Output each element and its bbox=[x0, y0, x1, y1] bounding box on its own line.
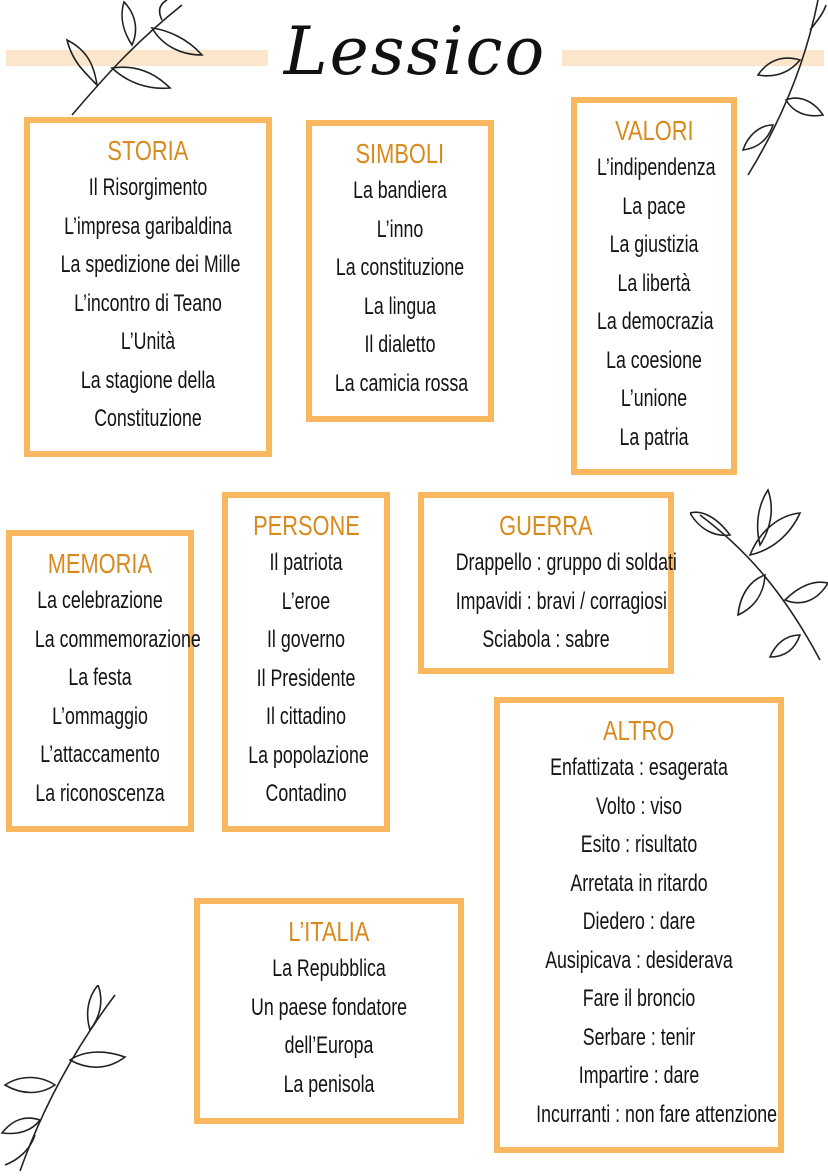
leaf-sprig-icon bbox=[62, 0, 212, 118]
box-valori bbox=[571, 97, 737, 475]
persone-item: Il Presidente bbox=[256, 664, 356, 692]
valori-item: La giustizia bbox=[609, 231, 699, 258]
box-storia-title: STORIA bbox=[107, 135, 189, 166]
altro-item: Incurranti : non fare attenzione bbox=[536, 1100, 778, 1128]
page-title: Lessico bbox=[283, 13, 547, 90]
storia-item: L’incontro di Teano bbox=[74, 289, 222, 317]
leaf-branch-icon bbox=[738, 0, 828, 180]
altro-item: Esito : risultato bbox=[580, 831, 698, 858]
box-storia bbox=[24, 117, 272, 457]
simboli-item: La camicia rossa bbox=[334, 369, 469, 397]
simboli-item: L’inno bbox=[376, 215, 424, 243]
italia-item: dell’Europa bbox=[284, 1032, 374, 1059]
box-guerra bbox=[418, 492, 677, 674]
box-altro bbox=[494, 697, 784, 1153]
altro-item: Ausipicava : desiderava bbox=[545, 946, 733, 974]
altro-item: Enfattizata : esagerata bbox=[550, 754, 728, 781]
storia-item: La spedizione dei Mille bbox=[60, 251, 241, 278]
storia-item: Constituzione bbox=[94, 405, 202, 432]
altro-item: Impartire : dare bbox=[578, 1062, 700, 1089]
altro-item: Diedero : dare bbox=[582, 908, 696, 935]
memoria-item: L’attaccamento bbox=[40, 741, 160, 768]
box-italia-title: L’ITALIA bbox=[288, 916, 370, 947]
storia-item: L’impresa garibaldina bbox=[64, 212, 232, 240]
altro-item: Arretata in ritardo bbox=[570, 869, 708, 897]
guerra-item: Drappello : gruppo di soldati bbox=[455, 549, 677, 576]
guerra-item: Impavidi : bravi / corragiosi bbox=[455, 587, 667, 615]
valori-item: La coesione bbox=[606, 346, 702, 374]
box-memoria bbox=[6, 530, 201, 832]
box-simboli-title: SIMBOLI bbox=[355, 138, 445, 169]
box-italia bbox=[194, 898, 464, 1124]
leaf-stem-icon bbox=[0, 985, 130, 1171]
valori-item: L’unione bbox=[620, 385, 688, 412]
memoria-item: La celebrazione bbox=[37, 587, 163, 614]
altro-item: Serbare : tenir bbox=[582, 1023, 696, 1051]
italia-item: La Repubblica bbox=[272, 955, 386, 982]
memoria-item: La festa bbox=[68, 664, 132, 691]
simboli-item: Il dialetto bbox=[364, 331, 436, 358]
box-guerra-title: GUERRA bbox=[499, 510, 593, 541]
valori-item: L’indipendenza bbox=[597, 154, 716, 181]
valori-item: La patria bbox=[619, 423, 689, 451]
storia-item: Il Risorgimento bbox=[88, 174, 208, 201]
leaf-cluster-icon bbox=[690, 485, 828, 665]
box-persone-title: PERSONE bbox=[252, 510, 360, 541]
persone-item: Il cittadino bbox=[266, 703, 346, 730]
valori-item: La pace bbox=[622, 192, 686, 220]
storia-item: La stagione della bbox=[80, 366, 216, 394]
persone-item: Contadino bbox=[265, 780, 347, 807]
memoria-item: L’ommaggio bbox=[52, 702, 148, 730]
simboli-item: La bandiera bbox=[353, 177, 447, 204]
persone-item: Il patriota bbox=[269, 549, 343, 576]
storia-item: L’Unità bbox=[120, 328, 176, 355]
guerra-item: Sciabola : sabre bbox=[482, 626, 610, 653]
persone-item: Il governo bbox=[266, 626, 346, 653]
box-simboli bbox=[306, 120, 494, 422]
valori-item: La libertà bbox=[617, 269, 691, 297]
box-altro-title: ALTRO bbox=[603, 715, 675, 746]
altro-item: Volto : viso bbox=[596, 792, 682, 820]
simboli-item: La lingua bbox=[363, 292, 437, 320]
box-valori-title: VALORI bbox=[614, 115, 694, 146]
box-memoria-title: MEMORIA bbox=[47, 548, 153, 579]
persone-item: La popolazione bbox=[248, 741, 369, 769]
box-persone bbox=[222, 492, 390, 832]
altro-item: Fare il broncio bbox=[582, 985, 696, 1012]
persone-item: L’eroe bbox=[281, 587, 331, 615]
valori-item: La democrazia bbox=[597, 308, 714, 335]
italia-item: La penisola bbox=[283, 1070, 375, 1098]
simboli-item: La constituzione bbox=[335, 254, 465, 281]
memoria-item: La commemorazione bbox=[34, 625, 201, 653]
italia-item: Un paese fondatore bbox=[250, 993, 408, 1021]
memoria-item: La riconoscenza bbox=[35, 779, 165, 807]
